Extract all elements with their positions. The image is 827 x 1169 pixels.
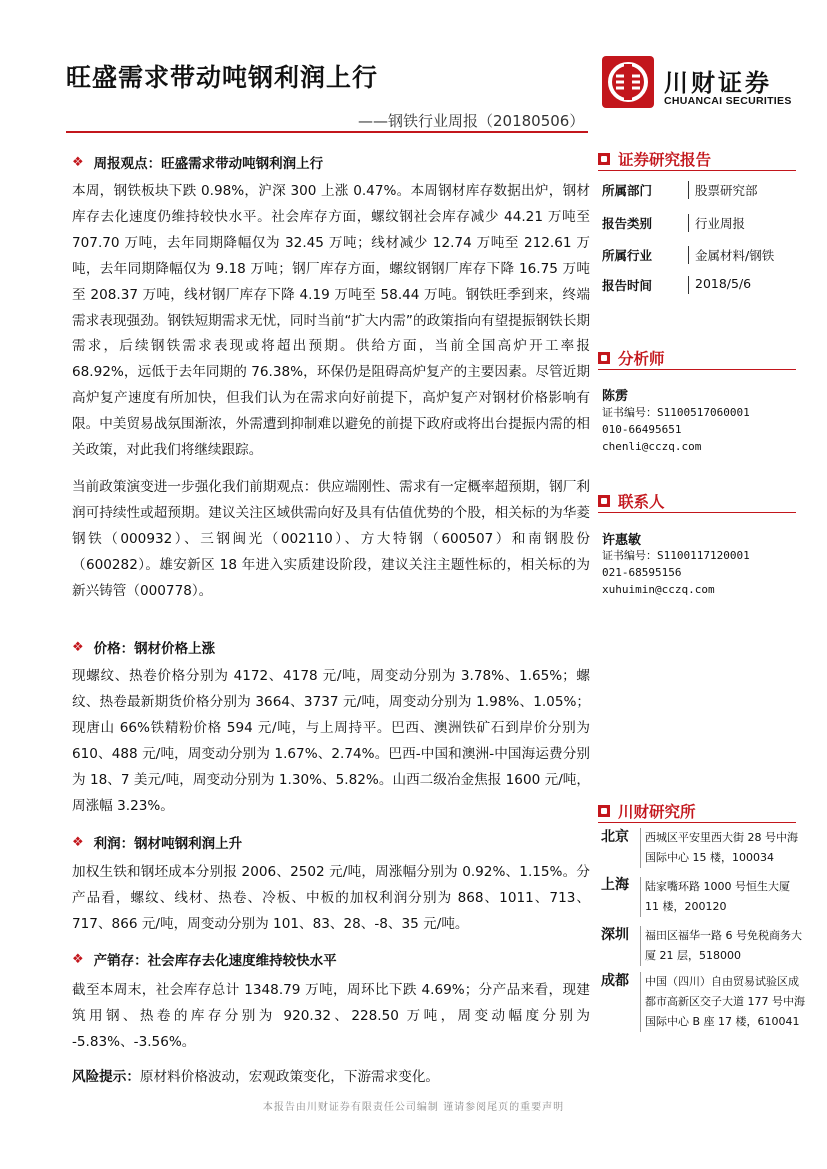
header-divider <box>66 131 588 133</box>
paragraph: 截至本周末，社会库存总计 1348.79 万吨，周环比下跌 4.69%；分产品来看，现建筑用钢、热卷的库存分别为 920.32、228.50 万吨，周变动幅度分别为 -5.83%、-3.56%。 <box>72 982 590 1050</box>
office-address: 中国（四川）自由贸易试验区成都市高新区交子大道 177 号中海国际中心 B 座 17 楼，610041 <box>640 972 805 1032</box>
sidebar-divider <box>598 512 796 513</box>
section-marker-icon <box>598 805 610 817</box>
info-value: 行业周报 <box>688 214 745 232</box>
logo-name-cn: 川财证券 <box>664 69 772 97</box>
office-city: 上海 <box>601 877 629 893</box>
report-subtitle: ——钢铁行业周报（20180506） <box>358 112 585 130</box>
analyst-email[interactable]: chenli@cczq.com <box>602 440 702 453</box>
diamond-bullet-icon: ❖ <box>72 834 84 850</box>
info-key: 所属行业 <box>602 248 653 263</box>
info-key: 所属部门 <box>602 183 653 198</box>
analyst-details <box>602 404 750 455</box>
info-row-department <box>602 181 758 199</box>
section-body-inventory <box>72 978 590 1056</box>
sidebar-analyst-heading: 分析师 <box>598 347 665 369</box>
info-value: 金属材料/钢铁 <box>688 246 774 264</box>
company-logo-icon <box>602 56 654 108</box>
sidebar-institute-heading: 川财研究所 <box>598 800 696 822</box>
office-city: 成都 <box>601 973 629 989</box>
sidebar-divider <box>598 822 796 823</box>
analyst-phone: 010-66495651 <box>602 423 682 436</box>
footer-disclaimer: 本报告由川财证券有限责任公司编制 谨请参阅尾页的重要声明 <box>262 1102 565 1113</box>
office-city: 北京 <box>601 829 629 845</box>
info-value: 2018/5/6 <box>688 276 751 294</box>
section-marker-icon <box>598 153 610 165</box>
analyst-cert: 证书编号：S1100517060001 <box>602 406 750 419</box>
contact-email[interactable]: xuhuimin@cczq.com <box>602 583 715 596</box>
analyst-name: 陈雳 <box>602 389 629 404</box>
report-title: 旺盛需求带动吨钢利润上行 <box>66 63 379 92</box>
sidebar-report-heading: 证券研究报告 <box>598 148 711 170</box>
section-marker-icon <box>598 495 610 507</box>
section-heading-price: ❖ 价格：钢材价格上涨 <box>72 639 216 657</box>
section-heading-profit: ❖ 利润：钢材吨钢利润上升 <box>72 834 243 852</box>
info-value: 股票研究部 <box>688 181 758 199</box>
contact-cert: 证书编号：S1100117120001 <box>602 549 750 562</box>
section-marker-icon <box>598 352 610 364</box>
paragraph: 现螺纹、热卷价格分别为 4172、4178 元/吨，周变动分别为 3.78%、1.65%；螺纹、热卷最新期货价格分别为 3664、3737 元/吨，周变动分别为 1.98%、1.05%；现唐山 66%铁精粉价格 594 元/吨，与上周持平。巴西、澳洲铁矿石到岸价分别为 610、488 元/吨，周变动分别为 1.67%、2.74%。巴西-中国和澳洲-中国海运费分别为 18、7 美元/吨，周变动分别为 1.30%、5.82%。山西二级冶金焦报 1600 元/吨，周涨幅 3.23%。 <box>72 668 590 814</box>
office-city: 深圳 <box>601 927 629 943</box>
sidebar-contact-heading: 联系人 <box>598 490 665 512</box>
paragraph: 加权生铁和钢坯成本分别报 2006、2502 元/吨，周涨幅分别为 0.92%、1.15%。分产品看，螺纹、线材、热卷、冷板、中板的加权利润分别为 868、1011、713、717、866 元/吨，周变动分别为 101、83、28、-8、35 元/吨。 <box>72 864 590 932</box>
info-key: 报告类别 <box>602 216 653 231</box>
risk-label: 风险提示： <box>72 1069 140 1085</box>
office-address: 福田区福华一路 6 号免税商务大厦 21 层，518000 <box>640 926 805 966</box>
contact-details <box>602 547 750 598</box>
section-body-profit <box>72 860 590 938</box>
section-body-price <box>72 664 590 819</box>
office-address: 陆家嘴环路 1000 号恒生大厦 11 楼，200120 <box>640 877 805 917</box>
info-row-category <box>602 214 745 232</box>
paragraph: 本周，钢铁板块下跌 0.98%，沪深 300 上涨 0.47%。本周钢材库存数据出炉，钢材库存去化速度仍维持较快水平。社会库存方面，螺纹钢社会库存减少 44.21 万吨至 707.70 万吨，去年同期降幅仅为 32.45 万吨；线材减少 12.74 万吨至 212.61 万吨，去年同期降幅仅为 9.18 万吨；钢厂库存方面，螺纹钢钢厂库存下降 16.75 万吨至 208.37 万吨，线材钢厂库存下降 4.19 万吨至 58.44 万吨。钢铁旺季到来，终端需求表现强劲。钢铁短期需求无忧，同时当前“扩大内需”的政策指向有望提振钢铁长期需求，后续钢铁需求表现或将超出预期。供给方面，当前全国高炉开工率报 68.92%，远低于去年同期的 76.38%，环保仍是阻碍高炉复产的主要因素。尽管近期高炉复产速度有所加快，但我们认为在需求向好前提下，高炉复产对钢材价格影响有限。中美贸易战氛围渐浓，外需遭到抑制难以避免的前提下政府或将出台提振内需的相关政策，对此我们将继续跟踪。 <box>72 183 590 459</box>
diamond-bullet-icon: ❖ <box>72 154 84 170</box>
contact-name: 许惠敏 <box>602 533 642 548</box>
risk-text: 原材料价格波动，宏观政策变化，下游需求变化。 <box>139 1069 440 1085</box>
section-heading-view: ❖ 周报观点：旺盛需求带动吨钢利润上行 <box>72 154 324 172</box>
diamond-bullet-icon: ❖ <box>72 951 84 967</box>
section-heading-inventory: ❖ 产销存：社会库存去化速度维持较快水平 <box>72 951 337 969</box>
section-body-view <box>72 179 590 605</box>
risk-warning <box>72 1065 439 1085</box>
office-address: 西城区平安里西大街 28 号中海国际中心 15 楼，100034 <box>640 828 805 868</box>
sidebar-divider <box>598 369 796 370</box>
diamond-bullet-icon: ❖ <box>72 639 84 655</box>
info-key: 报告时间 <box>602 278 653 293</box>
info-row-industry <box>602 246 774 264</box>
info-row-date <box>602 276 751 294</box>
logo-name-en: CHUANCAI SECURITIES <box>664 95 792 107</box>
contact-phone: 021-68595156 <box>602 566 682 579</box>
sidebar-divider <box>598 170 796 171</box>
paragraph: 当前政策演变进一步强化我们前期观点：供应端刚性、需求有一定概率超预期，钢厂利润可持续性或超预期。建议关注区域供需向好及具有估值优势的个股，相关标的为华菱钢铁（000932）、三钢闽光（002110）、方大特钢（600507）和南钢股份（600282）。雄安新区 18 年进入实质建设阶段，建议关注主题性标的，相关标的为新兴铸管（000778）。 <box>72 478 590 599</box>
